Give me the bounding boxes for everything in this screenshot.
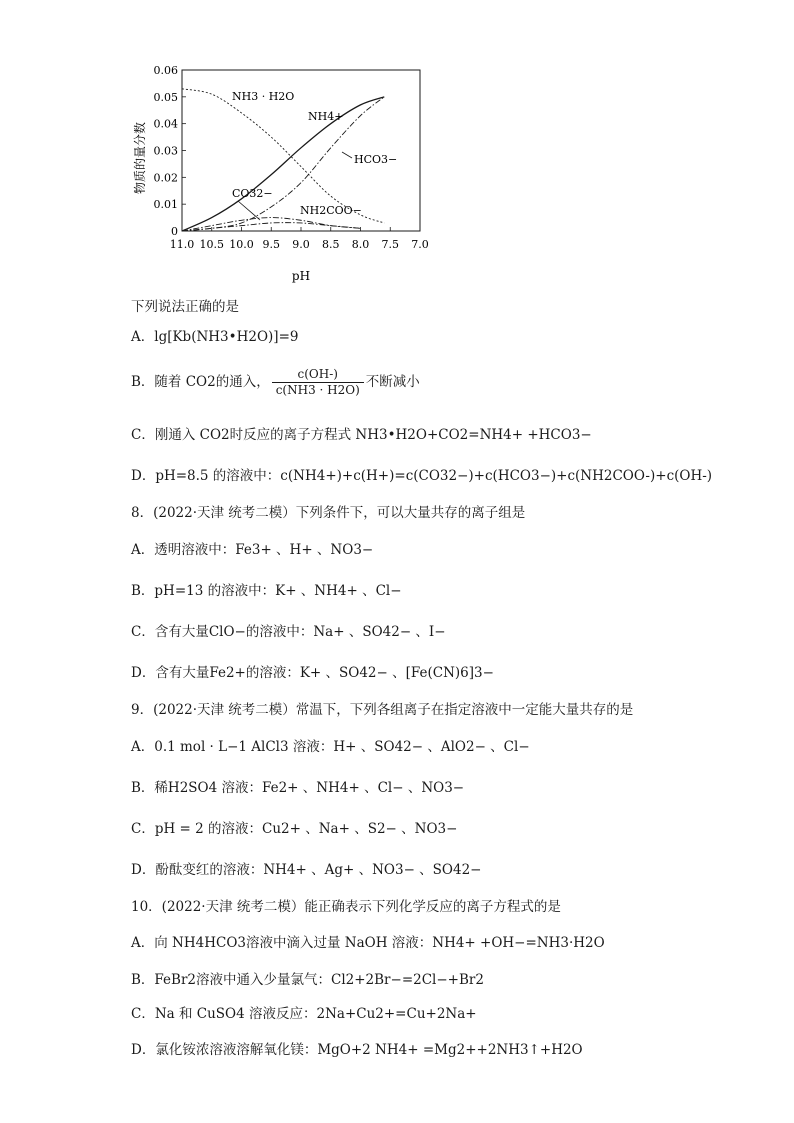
x-tick-label: 10.0 — [229, 238, 254, 251]
co3-pointer — [238, 201, 260, 220]
q10-stem: 10．(2022·天津 统考二模）能正确表示下列化学反应的离子方程式的是 — [131, 899, 561, 915]
q7-b-numerator: c(OH-) — [272, 367, 364, 383]
q8-option-c: C．含有大量ClO−的溶液中：Na+ 、SO42− 、I− — [131, 624, 446, 640]
q9-option-d: D．酚酞变红的溶液：NH4+ 、Ag+ 、NO3− 、SO42− — [131, 862, 482, 878]
q7-option-c: C．刚通入 CO2时反应的离子方程式 NH3•H2O+CO2=NH4+ +HCO3− — [131, 427, 592, 443]
q7-option-d: D．pH=8.5 的溶液中：c(NH4+)+c(H+)=c(CO32−)+c(HCO3−)+c(NH2COO-)+c(OH-) — [131, 468, 713, 484]
q8-option-a: A．透明溶液中：Fe3+ 、H+ 、NO3− — [131, 542, 374, 558]
x-tick-label: 7.0 — [411, 238, 429, 251]
y-tick-label: 0 — [171, 225, 178, 238]
label-hco3: HCO3− — [354, 153, 398, 166]
q8-option-b: B．pH=13 的溶液中：K+ 、NH4+ 、Cl− — [131, 583, 402, 599]
q9-stem: 9．(2022·天津 统考二模）常温下，下列各组离子在指定溶液中一定能大量共存的是 — [131, 702, 634, 718]
label-nh4: NH4+ — [308, 110, 344, 123]
x-tick-label: 10.5 — [199, 238, 224, 251]
x-tick-label: 11.0 — [169, 238, 195, 251]
x-axis-label: pH — [291, 269, 311, 283]
species-fraction-chart — [128, 58, 448, 288]
y-tick-label: 0.02 — [153, 171, 178, 185]
q7-b-denominator: c(NH3 · H2O) — [275, 383, 360, 397]
y-axis-label: 物质的量分数 — [133, 121, 147, 195]
q10-option-d: D．氯化铵浓溶液溶解氧化镁：MgO+2 NH4+ =Mg2++2NH3↑+H2O — [131, 1042, 583, 1058]
q9-option-b: B．稀H2SO4 溶液：Fe2+ 、NH4+ 、Cl− 、NO3− — [131, 780, 465, 796]
q8-option-d: D．含有大量Fe2+的溶液：K+ 、SO42− 、[Fe(CN)6]3− — [131, 665, 494, 681]
x-tick-label: 9.0 — [292, 238, 310, 251]
x-tick-label: 8.5 — [322, 238, 340, 251]
q10-option-c: C．Na 和 CuSO4 溶液反应：2Na+Cu2+=Cu+2Na+ — [131, 1006, 477, 1022]
x-tick-label: 8.0 — [351, 238, 370, 251]
q7-b-suffix: 不断减小 — [365, 374, 420, 390]
label-nh3: NH3 · H2O — [232, 90, 295, 103]
y-tick-label: 0.06 — [153, 64, 178, 77]
label-nh2coo: NH2COO− — [300, 204, 362, 217]
y-tick-label: 0.03 — [153, 144, 178, 158]
q7-b-fraction — [272, 367, 364, 398]
x-tick-label: 9.5 — [262, 238, 280, 251]
x-tick-label: 7.5 — [381, 238, 399, 251]
q7-option-b — [131, 364, 420, 400]
q7-option-a: A．lg[Kb(NH3•H2O)]=9 — [131, 329, 299, 345]
hco3-pointer — [342, 152, 352, 158]
y-tick-label: 0.04 — [153, 117, 178, 131]
q9-option-a: A．0.1 mol · L−1 AlCl3 溶液：H+ 、SO42− 、AlO2− 、Cl− — [131, 739, 530, 755]
y-tick-label: 0.05 — [153, 90, 178, 104]
q9-option-c: C．pH = 2 的溶液：Cu2+ 、Na+ 、S2− 、NO3− — [131, 821, 458, 837]
y-tick-label: 0.01 — [153, 198, 178, 212]
q7-b-prefix: B．随着 CO2的通入， — [131, 374, 270, 390]
q10-option-b: B．FeBr2溶液中通入少量氯气：Cl2+2Br−=2Cl−+Br2 — [131, 972, 484, 988]
label-co3: CO32− — [232, 187, 273, 200]
q8-stem: 8．(2022·天津 统考二模）下列条件下，可以大量共存的离子组是 — [131, 505, 526, 521]
q7-stem: 下列说法正确的是 — [131, 299, 239, 315]
q10-option-a: A．向 NH4HCO3溶液中滴入过量 NaOH 溶液：NH4+ +OH−=NH3·H2O — [131, 935, 605, 951]
